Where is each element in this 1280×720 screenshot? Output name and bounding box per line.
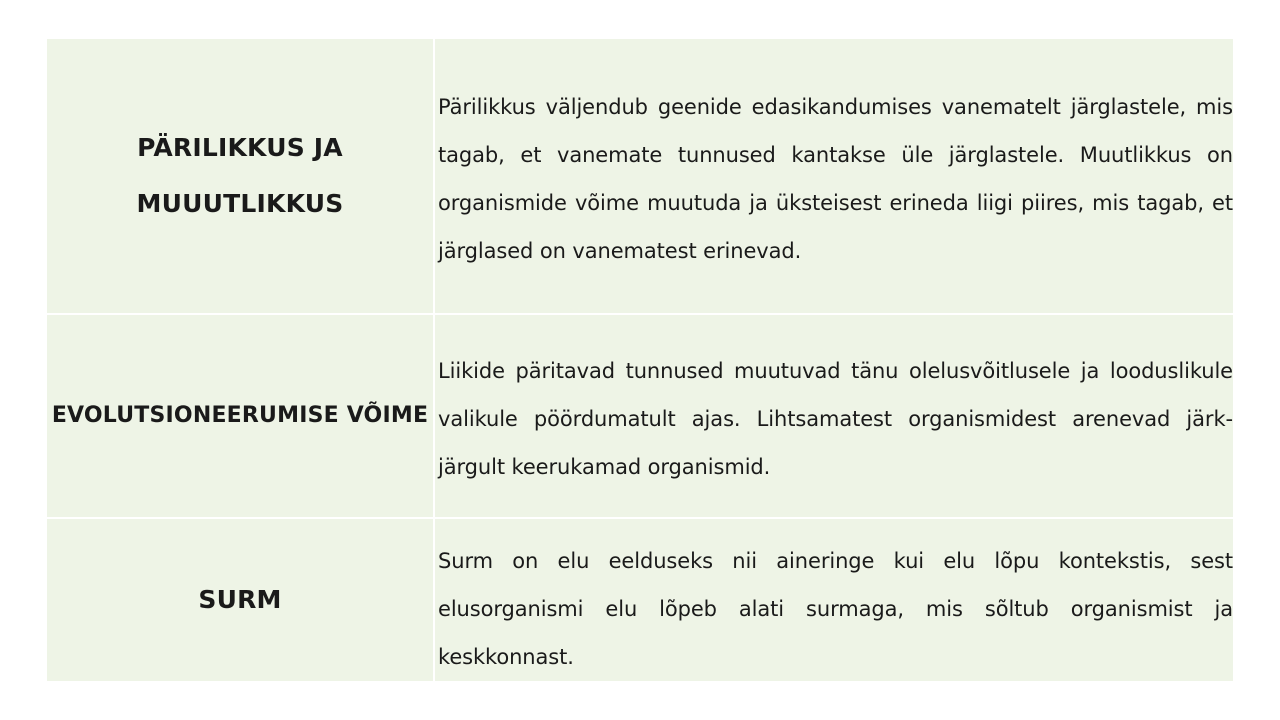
term-cell — [47, 519, 435, 681]
table-row — [47, 39, 1233, 313]
definition-heredity-variability: Pärilikkus väljendub geenide edasikandumises vanematelt järglastele, mis tagab, et vanemate tunnused kantakse üle järglastele. Muutlikkus on organismide võime muutuda ja üksteisest erineda liigi piires, mis tagab, et järglased on vanematest erinevad. — [438, 95, 1233, 263]
definitions-table — [47, 39, 1233, 681]
term-cell — [47, 39, 435, 313]
table-row — [47, 517, 1233, 681]
term-heredity-variability: PÄRILIKKUS JA MUUUTLIKKUS — [136, 133, 344, 218]
table-row — [47, 313, 1233, 517]
term-death: SURM — [198, 585, 282, 614]
definition-cell — [435, 39, 1233, 313]
definition-cell — [435, 519, 1233, 681]
term-cell — [47, 315, 435, 517]
definition-death: Surm on elu eelduseks nii aineringe kui elu lõpu kontekstis, sest elusorganismi elu lõpeb alati surmaga, mis sõltub organismist ja keskkonnast. — [438, 549, 1233, 669]
definition-cell — [435, 315, 1233, 517]
definition-evolvability: Liikide päritavad tunnused muutuvad tänu olelusvõitlusele ja looduslikule valikule pöördumatult ajas. Lihtsamatest organismidest arenevad järk-järgult keerukamad organismid. — [438, 359, 1233, 479]
term-evolvability: EVOLUTSIONEERUMISE VÕIME — [51, 403, 429, 428]
